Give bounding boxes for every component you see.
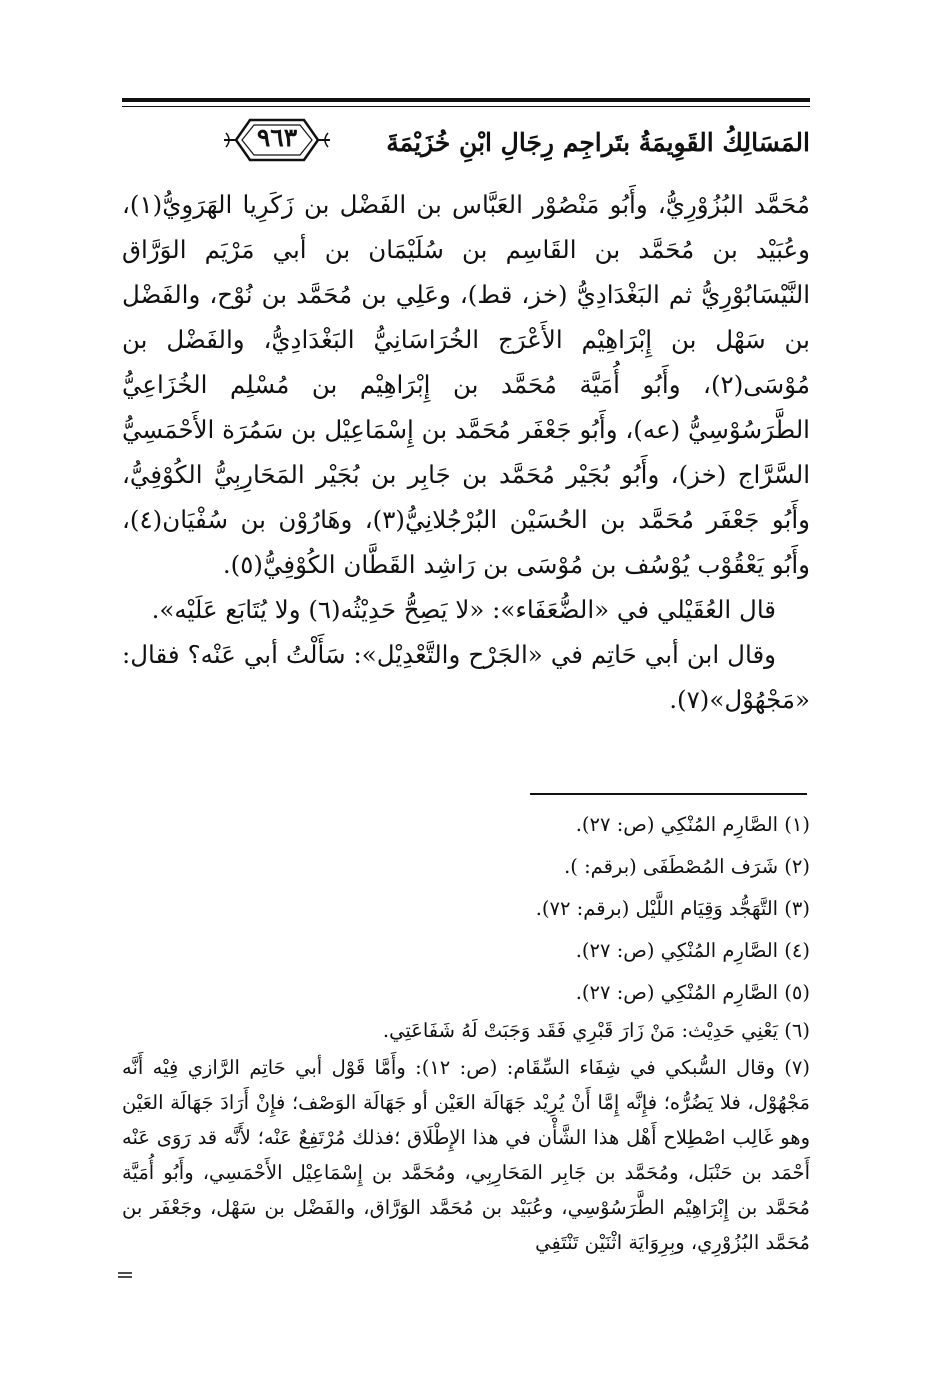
footnote-item: (٢) شَرَف المُصْطَفَى (برقم: ). — [564, 855, 810, 878]
continuation-mark — [118, 1271, 132, 1279]
footnote-item: (٧) وقال السُّبكي في شِفَاء السِّقَام: (ص: ١٢): وأَمَّا قَوْل أبي حَاتِم الرَّازي فِيْه أَنَّه مَجْهُوْل، فلا يَضُرُّه؛ فإِنَّه إِمَّا أَنْ يُرِيْد جَهَالَة العَيْن أو جَهَالَة الوَصْف؛ فإِنْ أَرَادَ جَهَالَة العَيْن وهو غَالِب اصْطِلاح أَهْل هذا الشَّأْن في هذا الإِطْلَاق ؛فذلك مُرْتَفِعٌ عَنْه؛ لأَنَّه قد رَوَى عَنْه أَحْمَد بن حَنْبَل، ومُحَمَّد بن جَابِر المَحَارِبِي، ومُحَمَّد بن إِسْمَاعِيْل الأَحْمَسِي، وأَبُو أُمَيَّة مُحَمَّد بن إِبْرَاهِيْم الطَّرَسُوْسِي، وعُبَيْد بن مُحَمَّد الوَرَّاق، والفَضْل بن سَهْل، وجَعْفَر بن مُحَمَّد البُزُوْرِي، وبِرِوَايَة اثْنَيْن تَنْتَفِي — [122, 1056, 810, 1254]
footnote-item: (٥) الصَّارِم المُنْكِي (ص: ٢٧). — [575, 981, 810, 1004]
header-rule-thin — [122, 106, 810, 107]
body-paragraph: وقال ابن أبي حَاتِم في «الجَرْح والتَّعْدِيْل»: سَأَلْتُ أبي عَنْه؟ فقال: «مَجْهُوْل»(٧). — [122, 640, 810, 714]
header-rule — [122, 98, 810, 102]
footnote-item: (٣) التَّهَجُّد وَقِيَام اللَّيْل (برقم: ٧٢). — [535, 897, 810, 920]
footnote-separator — [530, 793, 807, 795]
footnote-item: (٤) الصَّارِم المُنْكِي (ص: ٢٧). — [575, 939, 810, 962]
footnote-item: (٦) يَعْنِي حَدِيْث: مَنْ زَارَ قَبْرِي فَقَد وَجَبَتْ لَهُ شَفَاعَتِي. — [382, 1019, 810, 1042]
page-number: ٩٦٣ — [256, 123, 298, 152]
running-title: المَسَالِكُ القَوِيمَةُ بتَراجِم رِجَالِ ابْنِ خُزَيْمَةَ — [386, 128, 810, 157]
body-paragraph: قال العُقَيْلي في «الضُّعَفَاء»: «لا يَصِحُّ حَدِيْثُه(٦) ولا يُتَابَع عَلَيْه». — [151, 595, 776, 624]
main-text — [122, 182, 810, 722]
footnotes — [122, 804, 810, 1260]
body-paragraph: مُحَمَّد البُزُوْرِيُّ، وأَبُو مَنْصُوْر العَبَّاس بن الفَضْل بن زَكَرِيا الهَرَوِيُّ(١)، وعُبَيْد بن مُحَمَّد بن القَاسِم بن سُلَيْمَان بن أبي مَرْيَم الوَرَّاق النَّيْسَابُوْرِيُّ ثم البَغْدَادِيُّ (خز، قط)، وعَلِي بن مُحَمَّد بن نُوْح، والفَضْل بن سَهْل بن إِبْرَاهِيْم الأَعْرَج الخُرَاسَانِيُّ البَغْدَادِيُّ، والفَضْل بن مُوْسَى(٢)، وأَبُو أُمَيَّة مُحَمَّد بن إِبْرَاهِيْم بن مُسْلِم الخُزَاعِيُّ الطَّرَسُوْسِيُّ (عه)، وأَبُو جَعْفَر مُحَمَّد بن إِسْمَاعِيْل بن سَمُرَة الأَحْمَسِيُّ السَّرَّاج (خز)، وأَبُو بُجَيْر مُحَمَّد بن جَابِر بن بُجَيْر المَحَارِبِيُّ الكُوْفِيُّ، وأَبُو جَعْفَر مُحَمَّد بن الحُسَيْن البُرْجُلانِيُّ(٣)، وهَارُوْن بن سُفْيَان(٤)، وأَبُو يَعْقُوْب يُوْسُف بن مُوْسَى بن رَاشِد القَطَّان الكُوْفِيُّ(٥). — [122, 190, 811, 579]
footnote-item: (١) الصَّارِم المُنْكِي (ص: ٢٧). — [575, 813, 810, 836]
